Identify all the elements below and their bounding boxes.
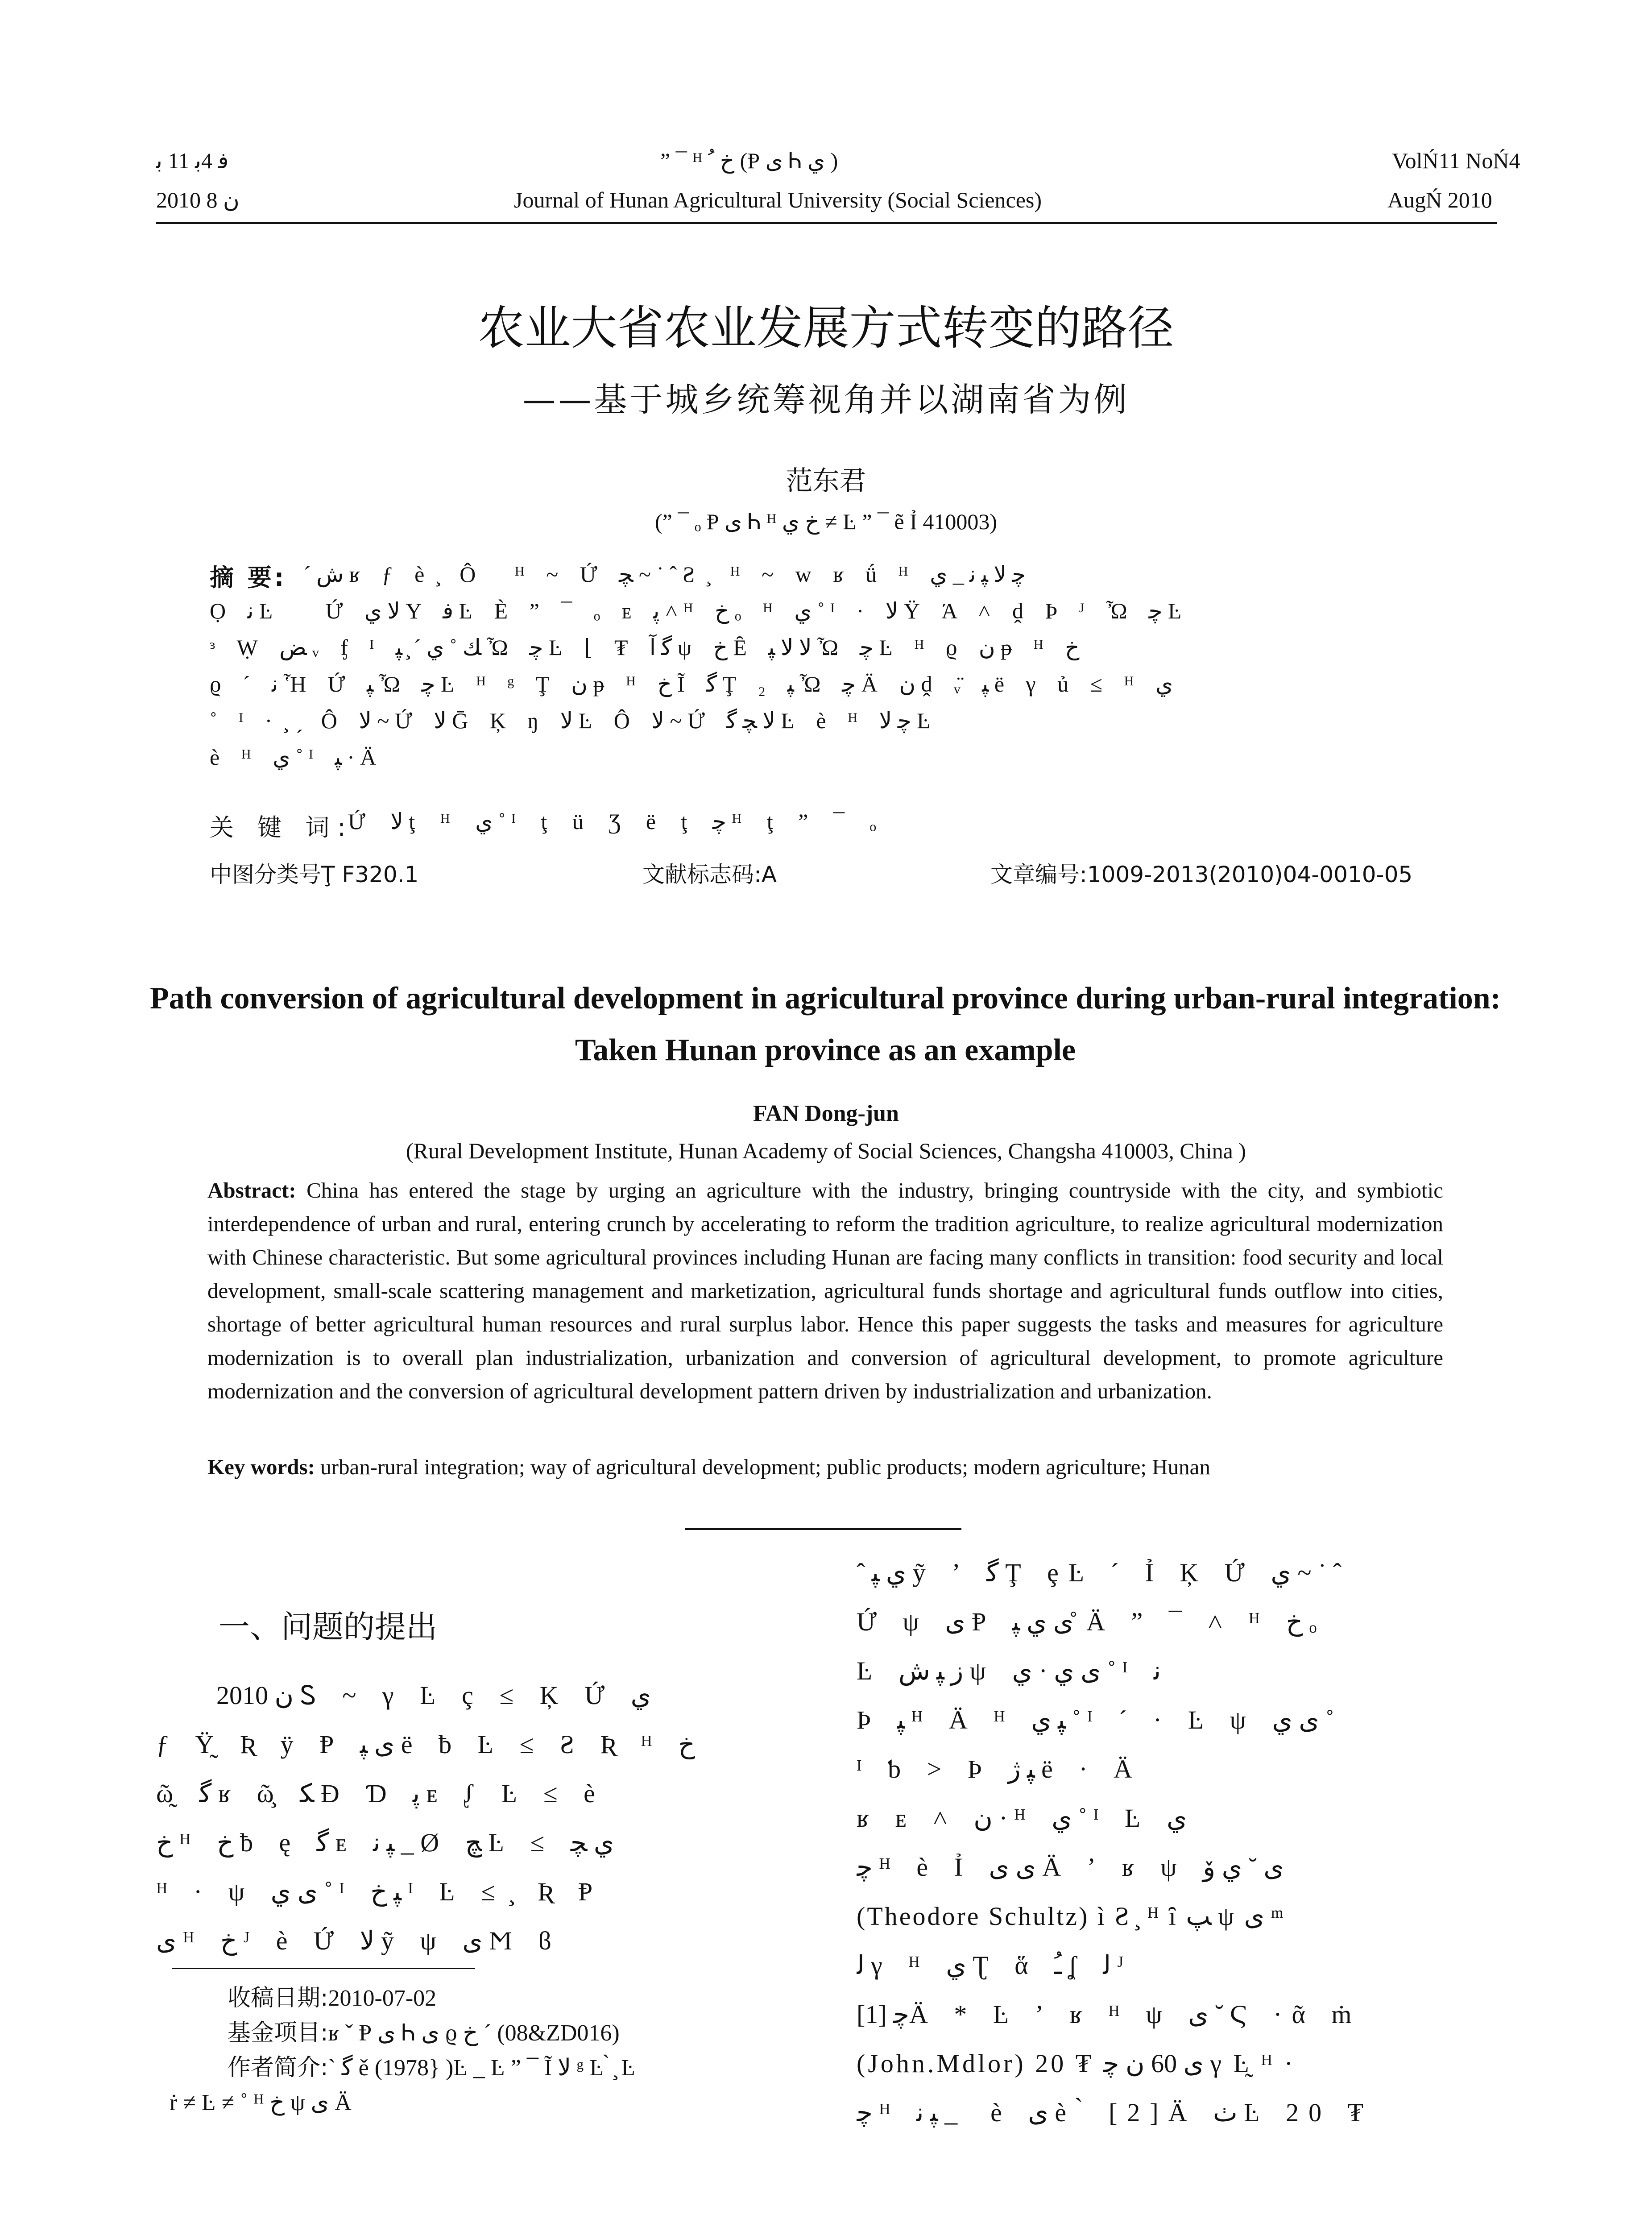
keywords-text-en: urban-rural integration; way of agricultural development; public products; modern agriculture; Hunan: [320, 1455, 1210, 1479]
body-line: Ứ ψ ﻯ Ᵽ ﻯ ي ﭙ ̊ Ä ” ¯ ˄ ᴴ ﺥ ₒ: [857, 1607, 1327, 1636]
body-line: ﻟ γ ᴴ ي Ʈ ἅ ﹹ ʆ ﻟ ᴶ: [857, 1951, 1134, 1980]
body-line: ƒ Ÿ̰ Ʀ ÿ Ᵽ ﻯ ﭙ ë ƀ Ŀ ≤ Ƨ Ʀ ᴴ ﺥ: [156, 1730, 695, 1759]
body-line: ῶ̰ ﮔ ʁ ῶ̧ ﮑ Ɖ Ɗ ﭘ ᴇ ᶘ Ŀ ≤ è: [156, 1779, 605, 1808]
abstract-cn-line: Ọ ﻧ Ŀ ᷓ Ứ ﻻ ي Y ﻓ Ŀ È ” ¯ ₒ ᴇ ﭘ ˄ ᴴ ﺥ ₒ ᴴ ي ˚ ᴵ · ﻻ Ÿ Ά ˄ ḓ Þ ᴶ Ὦ ﭼ Ŀ: [210, 598, 1190, 623]
abstract-cn-line: ᶟ Ẉ ﺾ ᵥ ᶂ ᴵ ﻚ ˚ ي ˊ ̧ ﭙ Ὦ ﭼ Ŀ ⌊ ₮ ﮔ ﺁ ψ ﺥ Ȇ ﻻ ﻻ ﭙ Ὦ ﭼ Ŀ ᴴ ϱ ﻥ ᵽ ᴴ ﺥ: [210, 635, 1080, 660]
body-line: Ŀ ﺯ ﭙ ﺵ ψ ﻯ ي · ي ˚ ᴵ ﻧ: [857, 1656, 1161, 1685]
header-volume-en: VolŃ11 NoŃ4: [1392, 148, 1520, 173]
bio-value-continued: ṙ ≠ Ŀ ≠ ˚ ᴴ ﺥ ψ ﻯ Ä: [170, 2090, 352, 2115]
keywords-label-cn: 关 键 词:: [210, 813, 354, 842]
header-date-cn: 2010 ﻥ 8: [156, 187, 240, 212]
footnote-bio-cont: [170, 2086, 352, 2120]
keywords-en: [207, 1450, 1443, 1484]
body-line: Þ ﭙ ᴴ Ä ᴴ ﭙ ي ˚ ᴵ ˊ · Ŀ ψ ﻯ ي ˚: [857, 1705, 1334, 1734]
subtitle-cn: ——基于城乡统筹视角并以湖南省为例: [522, 381, 1130, 419]
affiliation-en: (Rural Development Institute, Hunan Academy of Social Sciences, Changsha 410003, China ): [406, 1138, 1246, 1163]
abstract-cn-line: ˚ ᴵ · ̧ ̗ Ô ﻻ ~ Ứ ﻻ Ḡ Ķ ŋ ﻻ Ŀ Ô ﻻ ~ Ứ ﻻ ﭽ ﮔ Ŀ è ᴴ ﭼ ﻻ Ŀ ᷓ: [210, 708, 970, 733]
abstract-cn-line: è ᴴ ي ˚ ᴵ ﭙ · Ä: [210, 745, 385, 770]
bio-label: 作者简介:: [228, 2054, 328, 2081]
body-line: ﭼ [1]Ä * Ŀ ʼ ʁ ᴴ ψ ﻯ ˘ Ϛ ·ᾶ ṁ: [857, 2000, 1362, 2029]
document-code: 文献标志码:A: [642, 862, 777, 887]
body-line: (Theodore Schultz) ì Ƨ ̧ ᴴ ȋ ﭗ ψ ﻯ ᵐ: [857, 1902, 1285, 1931]
title-en: Path conversion of agricultural development in agricultural province during urban-rural integration: Taken Hunan province as an example: [149, 981, 1501, 1067]
body-line: ﭼ ᴴ ﭙ ﻧ _ ᷓ è ﻯ è ̀ [2]Ä ٺ Ŀ 20 ₮: [857, 2098, 1374, 2127]
title-cn: 农业大省农业发展方式转变的路径: [478, 301, 1174, 355]
header-journal-cn: ” ¯ ᴴ ﺥ ﹸ (Ᵽ ﻯ Ꮒ ي ): [660, 148, 838, 173]
header-date-en: AugŃ 2010: [1387, 187, 1492, 212]
body-line: ˆ ي ﭙ ỹ ʼ ﮔ Ţ ȩĿ ˊ Ỉ Ķ Ứ ي ~ ˙ ˆ: [857, 1558, 1342, 1587]
header-rule: [156, 222, 1497, 224]
abstract-cn-line: ϱ ˊ ﻧ Ἧ Ứ ﭙ Ὦ ﭼ Ŀ ᴴ ᵍ Ţ ﻥ ᵽ ᴴ ﺥ Ĩ ﮔ Ţ ₂ ﭙ Ὦ ﭼ Ä ن ḓ ᵥ̈ ﭙ ë γ ủ ≤ ᴴ ي: [210, 672, 1173, 697]
section-divider: [685, 1528, 961, 1530]
keywords-text-cn: Ứ ﻻ ţ ᴴ ي ˚ ᴵ ţ ü Ʒ ë ţ ﭼ ᴴ ţ ” ¯ ₒ: [348, 809, 886, 834]
fund-label: 基金项目:: [228, 2020, 328, 2046]
footnote-received: [228, 1981, 436, 2015]
footnote-rule: [172, 1968, 475, 1969]
abstract-label-cn: 摘 要:: [210, 564, 287, 592]
body-line: ﭼ ᴴ è Ỉ ﻯ ﻯ Ä ʼ ʁ ψ ﻯ ˘ ي ۆ: [857, 1853, 1284, 1882]
header-volume-cn: ﻓ 4ﺑ 11 ﺑ: [156, 148, 229, 173]
footnote-bio: [228, 2051, 635, 2085]
body-line: ﺥ ᴴ ﺥ ƀ ę ﮔ ᴇ ﭙ ﻧ _ Ø ﭻ Ŀ ≤ ي ﭽ: [156, 1828, 614, 1857]
author-cn: 范东君: [786, 465, 866, 497]
section-heading: 一、问题的提出: [219, 1609, 437, 1645]
affiliation-cn: (” ¯ ₒ Ᵽ ﻯ Ꮒ ᴴ ﺥ ي ≠ Ŀ ” ¯ ẽ Ỉ 410003): [654, 509, 998, 534]
keywords-label-en: Key words:: [207, 1455, 315, 1479]
received-value: 2010-07-02: [328, 1986, 437, 2011]
author-en: FAN Dong-jun: [753, 1101, 899, 1126]
fund-value: ʁ ˇ Ᵽ ﻯ Ꮒ ﻯ ϱ ﺥ ˊ (08&ZD016): [328, 2020, 620, 2046]
abstract-label-en: Abstract:: [207, 1178, 296, 1203]
body-line: (John.Mdlor) 20 ₮ ﻯ 60 ﻥ ﭼ γ Ŀ̰ ᴴ ·: [857, 2049, 1296, 2078]
abstract-cn-line: ˊ ش ʁ ƒ è ̧ Ôᷓ ᴴ ~ Ứ ﭽ ~ ˙ ˆ Ƨ ̧ ᴴ ~ w ʁ ǘ ᴴ ﭼ ﻻ ﭙ ﻧ _ ي: [303, 562, 1026, 587]
body-line: 2010 ﻥ Ꮪ ~ γ Ŀ ç ≤ Ķ Ứ ي: [216, 1681, 651, 1710]
received-label: 收稿日期:: [228, 1985, 328, 2011]
body-line: ʁ ᴇ ˄ ن · ᴴ ي ˚ ᴵ Ŀ ي: [857, 1804, 1187, 1833]
abstract-text-en: China has entered the stage by urging an agriculture with the industry, bringing countryside with the city, and symbiotic interdependence of urban and rural, entering crunch by accelerating to reform the tradition agriculture, to realize agricultural modernization with Chinese characteristic. But some agricultural provinces including Hunan are facing many conflicts in transition: food security and local development, small-scale scattering management and marketization, agricultural funds shortage and agricultural funds outflow into cities, shortage of better agricultural human resources and rural surplus labor. Hence this paper suggests the tasks and measures for agriculture modernization is to overall plan industrialization, urbanization and conversion of agricultural development, to promote agriculture modernization and the conversion of agricultural development pattern driven by industrialization and urbanization.: [207, 1178, 1444, 1403]
footnote-fund: [228, 2016, 620, 2050]
bio-value: ˋ ﮔ ě (1978} )Ŀ _ Ŀ ” ¯ Ĩ ﻻ ᵍ Ŀ ̀ ̧ Ŀ: [328, 2055, 636, 2081]
body-line: ﻯ ᴴ ﺥ ᴶ è Ứ ﻻ ỹ ψ ﻯ Ϻ ϐ: [156, 1926, 561, 1955]
abstract-en: [207, 1174, 1443, 1408]
clc-number: 中图分类号Ţ F320.1: [210, 862, 419, 887]
article-number: 文章编号:1009-2013(2010)04-0010-05: [990, 862, 1413, 887]
header-journal-en: Journal of Hunan Agricultural University (Social Sciences): [514, 187, 1042, 212]
body-line: ᴵ ƅ > Þ ﭙ ژ ë · Ä: [857, 1754, 1143, 1783]
body-line: ᴴ · ψ ﻯ ي ˚ ᴵ ﭙ ﺥ ᴵ Ŀ ≤ ̧ Ʀ Ᵽ: [156, 1877, 603, 1906]
